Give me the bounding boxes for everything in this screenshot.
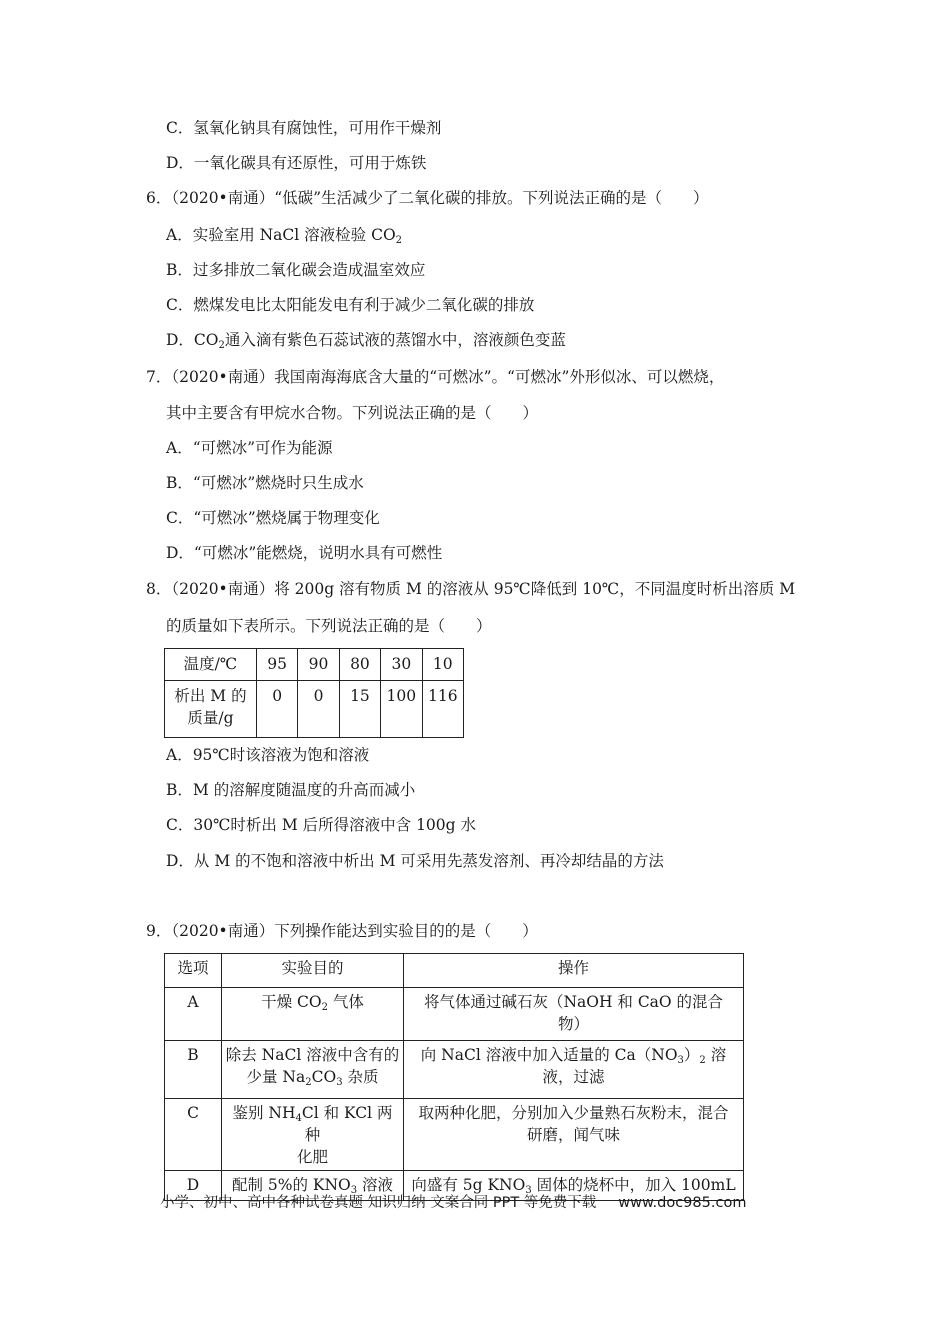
table-cell: 析出 M 的 质量/g [165, 681, 257, 738]
table-row [165, 649, 464, 681]
table-cell: 30 [381, 649, 422, 681]
q7-option-b: B．“可燃冰”燃烧时只生成水 [166, 474, 364, 492]
footer-url-link[interactable]: www.doc985.com [618, 1195, 747, 1211]
table-cell: 将气体通过碱石灰（NaOH 和 CaO 的混合 物） [404, 988, 744, 1041]
table-row [165, 954, 744, 988]
q5-option-d: D．一氧化碳具有还原性，可用于炼铁 [166, 154, 427, 172]
table-cell: 温度/℃ [165, 649, 257, 681]
table-cell: 配制 5%的 $KNO_3$ 溶液 [222, 1171, 404, 1201]
q7-option-d: D．“可燃冰”能燃烧，说明水具有可燃性 [166, 544, 443, 562]
q8-option-d: D．从 M 的不饱和溶液中析出 M 可采用先蒸发溶剂、再冷却结晶的方法 [166, 852, 664, 870]
q8-option-c: C．30℃时析出 M 后所得溶液中含 100g 水 [166, 816, 477, 834]
table-row [165, 1041, 744, 1099]
table-cell: 100 [381, 681, 422, 738]
table-row [165, 681, 464, 738]
q6-option-c: C．燃煤发电比太阳能发电有利于减少二氧化碳的排放 [166, 296, 535, 314]
table-row [165, 1099, 744, 1171]
table-cell: 向 NaCl 溶液中加入适量的 $Ca(NO_3)_2$ 溶 液，过滤 [404, 1041, 744, 1099]
table-cell: 鉴别 $NH_4Cl$ 和 KCl 两种 化肥 [222, 1099, 404, 1171]
q7-stem-line1: 7．（2020•南通）我国南海海底含大量的“可燃冰”。“可燃冰”外形似冰、可以燃烧， [146, 368, 725, 386]
table-row [165, 988, 744, 1041]
table-cell: 90 [298, 649, 339, 681]
table-cell: 80 [339, 649, 380, 681]
table-cell: A [165, 988, 222, 1041]
table-header-cell: 实验目的 [222, 954, 404, 988]
page-footer [160, 1191, 746, 1212]
table-cell: 向盛有 5g $KNO_3$ 固体的烧杯中，加入 100mL [404, 1171, 744, 1201]
table-cell: 10 [422, 649, 463, 681]
table-header-cell: 选项 [165, 954, 222, 988]
q7-stem-line2: 其中主要含有甲烷水合物。下列说法正确的是（ ） [166, 404, 539, 422]
table-cell: C [165, 1099, 222, 1171]
q7-option-c: C．“可燃冰”燃烧属于物理变化 [166, 509, 380, 527]
q9-options-table [164, 953, 744, 1201]
q8-option-a: A．95℃时该溶液为饱和溶液 [166, 746, 370, 764]
table-header-cell: 操作 [404, 954, 744, 988]
table-cell: 干燥 $CO_2$ 气体 [222, 988, 404, 1041]
footer-text: 小学、初中、高中各种试卷真题 知识归纳 文案合同 PPT 等免费下载 [160, 1195, 597, 1211]
q8-data-table [164, 648, 464, 738]
q6-option-b: B．过多排放二氧化碳会造成温室效应 [166, 261, 426, 279]
table-cell: 除去 NaCl 溶液中含有的 少量 $Na_2CO_3$ 杂质 [222, 1041, 404, 1099]
q8-stem-line2: 的质量如下表所示。下列说法正确的是（ ） [166, 617, 492, 635]
table-cell: 116 [422, 681, 463, 738]
q6-option-d: D．$CO_2$通入滴有紫色石蕊试液的蒸馏水中，溶液颜色变蓝 [166, 331, 566, 351]
table-cell: 0 [298, 681, 339, 738]
q8-stem-line1: 8．（2020•南通）将 200g 溶有物质 M 的溶液从 95℃降低到 10℃，不同温度时析出溶质 M [146, 580, 796, 598]
q7-option-a: A．“可燃冰”可作为能源 [166, 439, 333, 457]
q8-option-b: B．M 的溶解度随温度的升高而减小 [166, 781, 416, 799]
table-cell: 15 [339, 681, 380, 738]
table-cell: B [165, 1041, 222, 1099]
q6-option-a: A．实验室用 NaCl 溶液检验 $CO_2$ [166, 226, 403, 246]
table-cell: D [165, 1171, 222, 1201]
q5-option-c: C．氢氧化钠具有腐蚀性，可用作干燥剂 [166, 119, 442, 137]
table-cell: 取两种化肥，分别加入少量熟石灰粉末，混合 研磨，闻气味 [404, 1099, 744, 1171]
q6-stem: 6．（2020•南通）“低碳”生活减少了二氧化碳的排放。下列说法正确的是（ ） [146, 189, 709, 207]
table-cell: 95 [256, 649, 297, 681]
table-cell: 0 [256, 681, 297, 738]
q9-stem: 9．（2020•南通）下列操作能达到实验目的的是（ ） [146, 922, 538, 940]
